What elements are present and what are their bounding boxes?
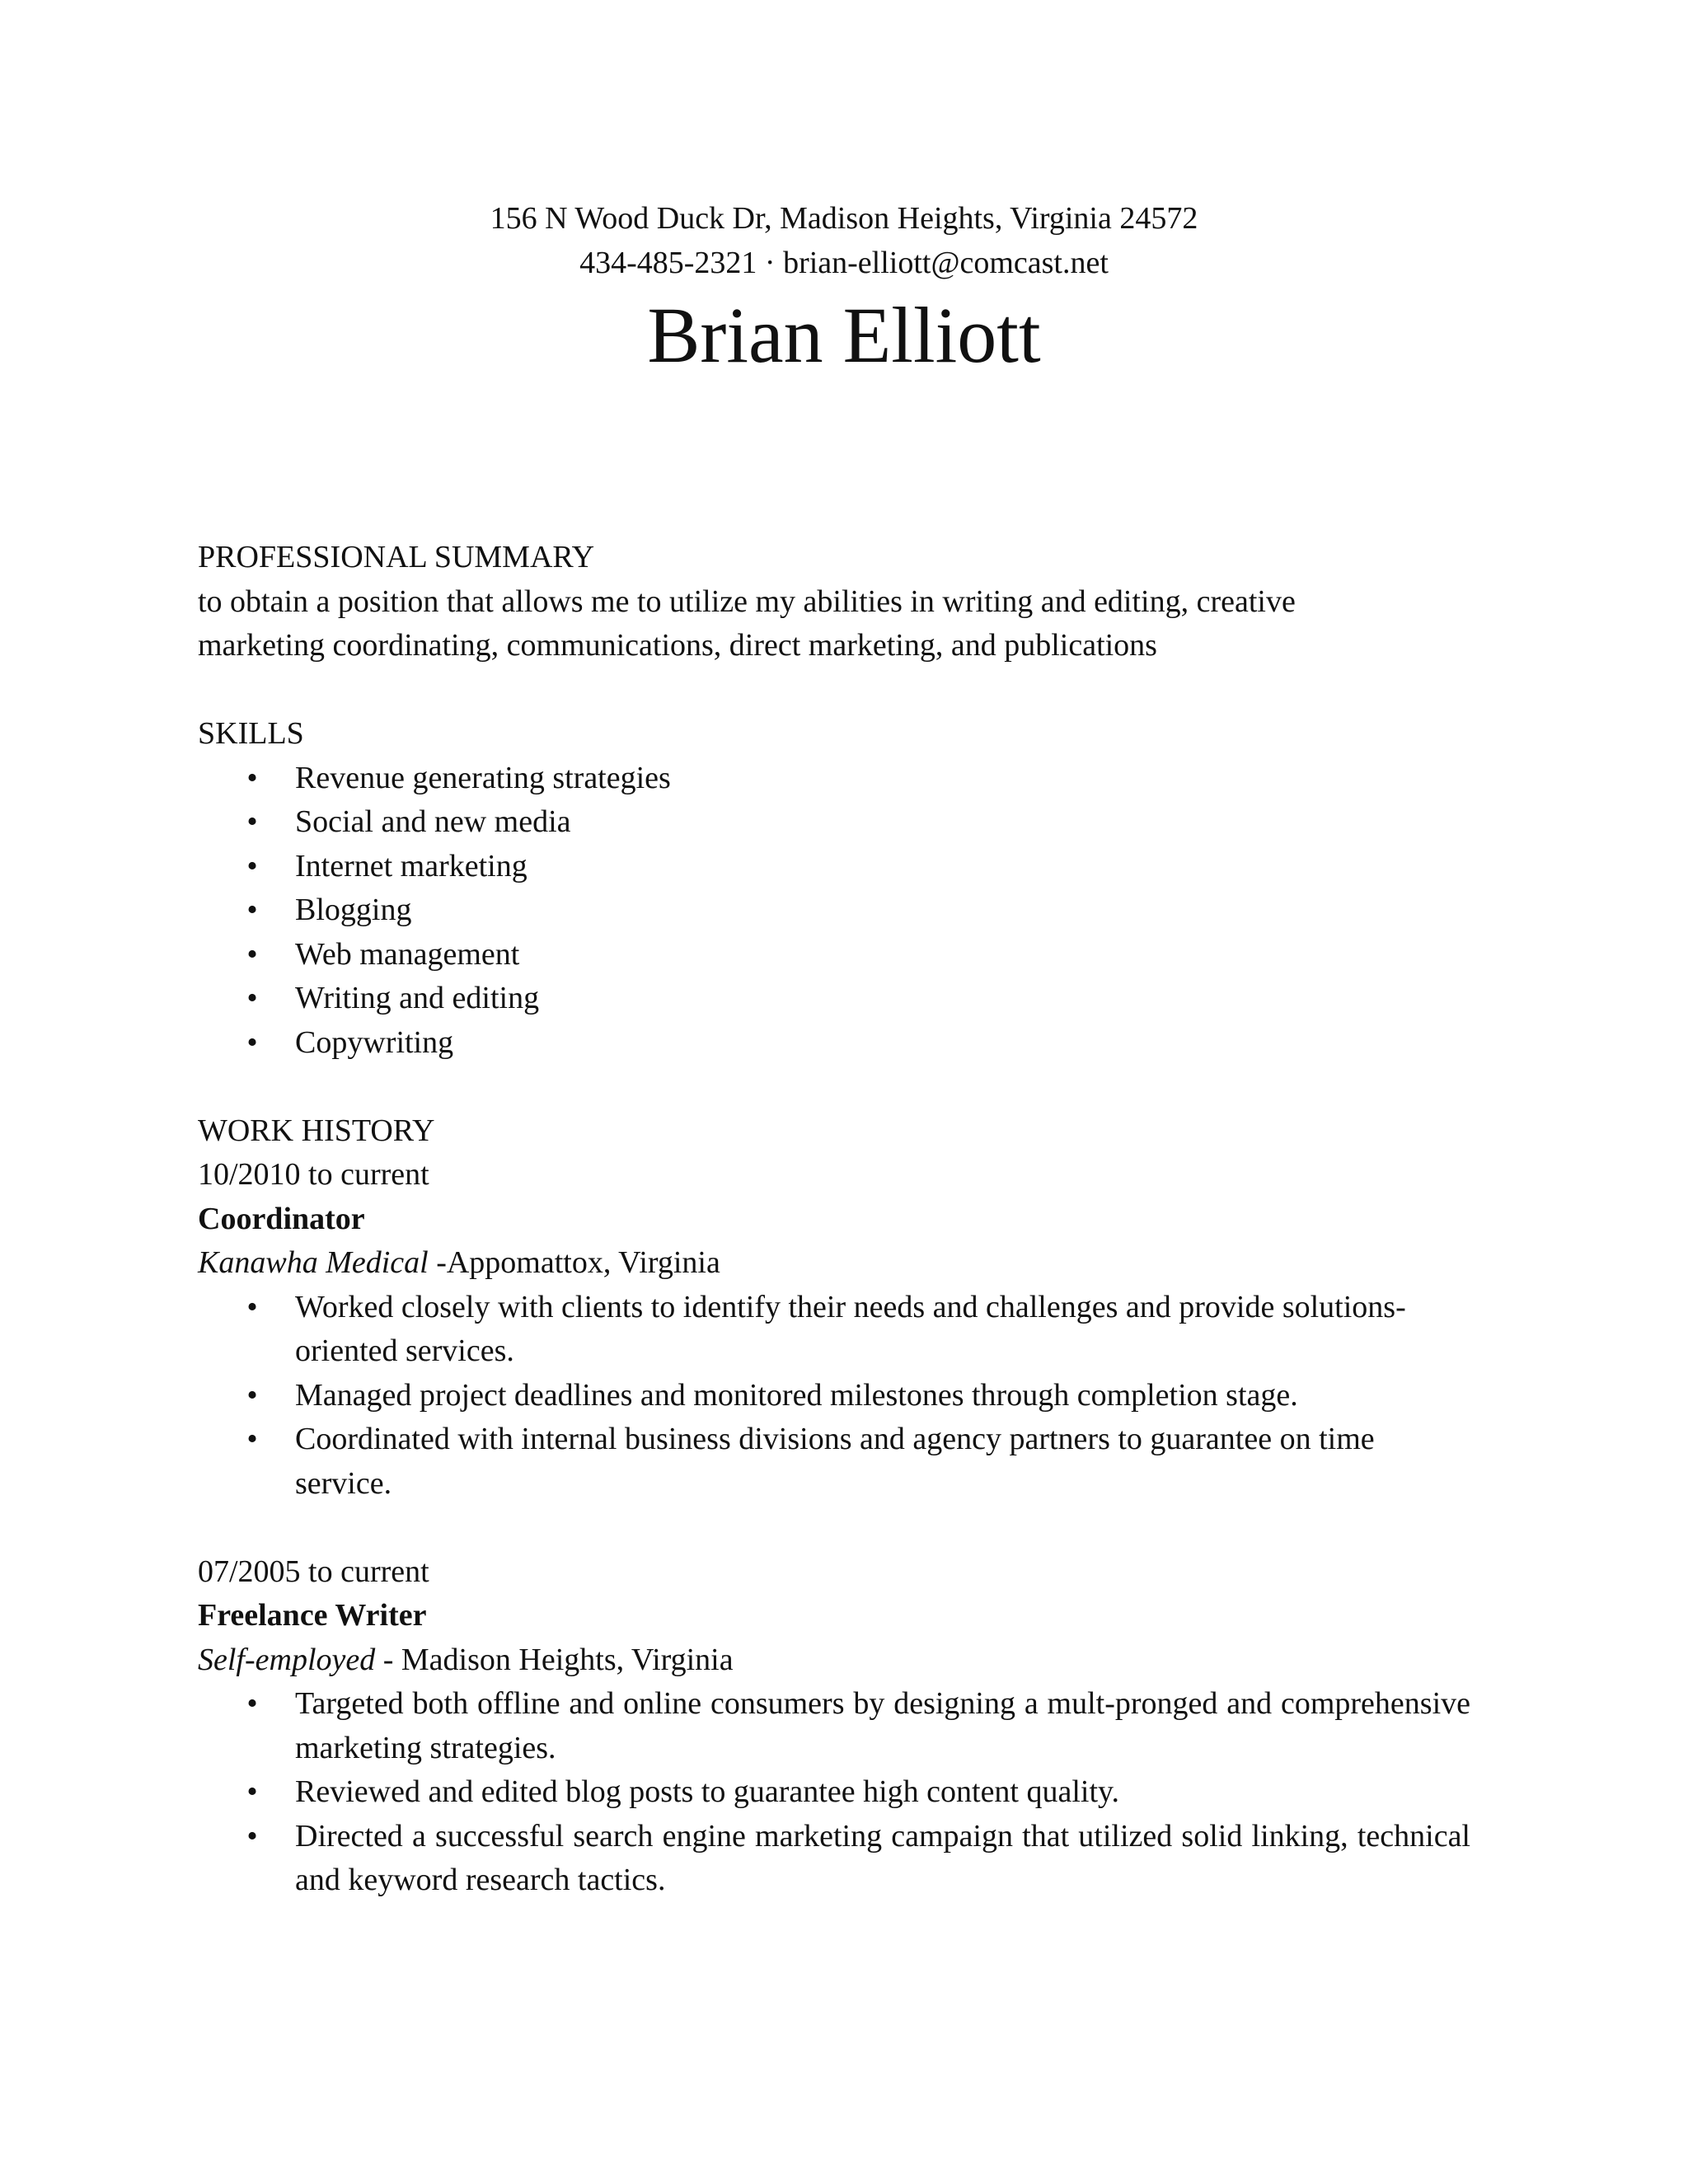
summary-text-line-1: to obtain a position that allows me to utilize my abilities in writing and editing, creative	[198, 583, 1296, 619]
bullet-icon: •	[246, 936, 258, 972]
skill-item	[198, 757, 1470, 801]
duty-text: Targeted both offline and online consumers by designing a mult-pronged and comprehensive marketing strategies.	[295, 1686, 1470, 1765]
bullet-icon: •	[246, 1289, 258, 1324]
skill-text: Blogging	[295, 893, 412, 927]
skill-item	[198, 1021, 1470, 1066]
duty-item	[198, 1418, 1470, 1506]
summary-text-line-2: marketing coordinating, communications, direct marketing, and publications	[198, 628, 1157, 663]
skill-item	[198, 845, 1470, 889]
job-employer-line	[198, 1638, 1470, 1683]
bullet-icon: •	[246, 1818, 258, 1854]
skill-text: Social and new media	[295, 804, 571, 839]
employer-name: Self-employed	[198, 1642, 376, 1677]
bullet-icon: •	[246, 981, 258, 1015]
bullet-icon: •	[246, 804, 258, 839]
spacer	[198, 1065, 1470, 1109]
work-history-title: WORK HISTORY	[198, 1113, 435, 1148]
spacer	[198, 668, 1470, 713]
job-title: Coordinator	[198, 1201, 365, 1236]
resume-content	[198, 536, 1470, 1903]
bullet-icon: •	[246, 1686, 258, 1721]
employer-location: - Madison Heights, Virginia	[375, 1642, 734, 1677]
skill-item	[198, 800, 1470, 845]
skill-text: Internet marketing	[295, 848, 528, 883]
skill-text: Revenue generating strategies	[295, 760, 671, 795]
bullet-icon: •	[246, 1774, 258, 1809]
skill-item	[198, 888, 1470, 933]
duty-item	[198, 1682, 1470, 1770]
job-dates: 07/2005 to current	[198, 1554, 429, 1589]
employer-location: -Appomattox, Virginia	[428, 1245, 720, 1280]
skills-title: SKILLS	[198, 716, 304, 751]
duty-text: Worked closely with clients to identify their needs and challenges and provide solutions-oriented services.	[295, 1289, 1406, 1368]
bullet-icon: •	[246, 760, 258, 795]
job-duties-list	[198, 1682, 1470, 1903]
skills-list	[198, 757, 1470, 1066]
candidate-name: Brian Elliott	[647, 291, 1041, 379]
duty-text: Managed project deadlines and monitored milestones through completion stage.	[295, 1377, 1298, 1413]
skill-item	[198, 933, 1470, 977]
job-duties-list	[198, 1286, 1470, 1507]
job-dates: 10/2010 to current	[198, 1157, 429, 1192]
job-employer-line	[198, 1241, 1470, 1286]
duty-text: Directed a successful search engine marketing campaign that utilized solid linking, technical and keyword research tactics.	[295, 1818, 1470, 1897]
skill-text: Copywriting	[295, 1024, 454, 1060]
duty-item	[198, 1286, 1470, 1374]
address-line: 156 N Wood Duck Dr, Madison Heights, Virginia 24572	[490, 201, 1198, 236]
contact-line: 434-485-2321 · brian-elliott@comcast.net	[579, 246, 1109, 280]
bullet-icon: •	[246, 1377, 258, 1413]
duty-item	[198, 1815, 1470, 1903]
bullet-icon: •	[246, 848, 258, 883]
summary-title: PROFESSIONAL SUMMARY	[198, 540, 595, 574]
bullet-icon: •	[246, 893, 258, 927]
job-title: Freelance Writer	[198, 1598, 427, 1633]
job-entry	[198, 1550, 1470, 1903]
job-entry	[198, 1153, 1470, 1506]
bullet-icon: •	[246, 1422, 258, 1456]
employer-name: Kanawha Medical	[198, 1245, 429, 1280]
duty-item	[198, 1374, 1470, 1418]
duty-text: Reviewed and edited blog posts to guarantee high content quality.	[295, 1774, 1120, 1809]
skill-item	[198, 977, 1470, 1021]
spacer	[198, 1506, 1470, 1550]
bullet-icon: •	[246, 1024, 258, 1060]
duty-item	[198, 1770, 1470, 1815]
skill-text: Writing and editing	[295, 981, 540, 1015]
skill-text: Web management	[295, 936, 520, 972]
duty-text: Coordinated with internal business divisions and agency partners to guarantee on time service.	[295, 1422, 1375, 1501]
